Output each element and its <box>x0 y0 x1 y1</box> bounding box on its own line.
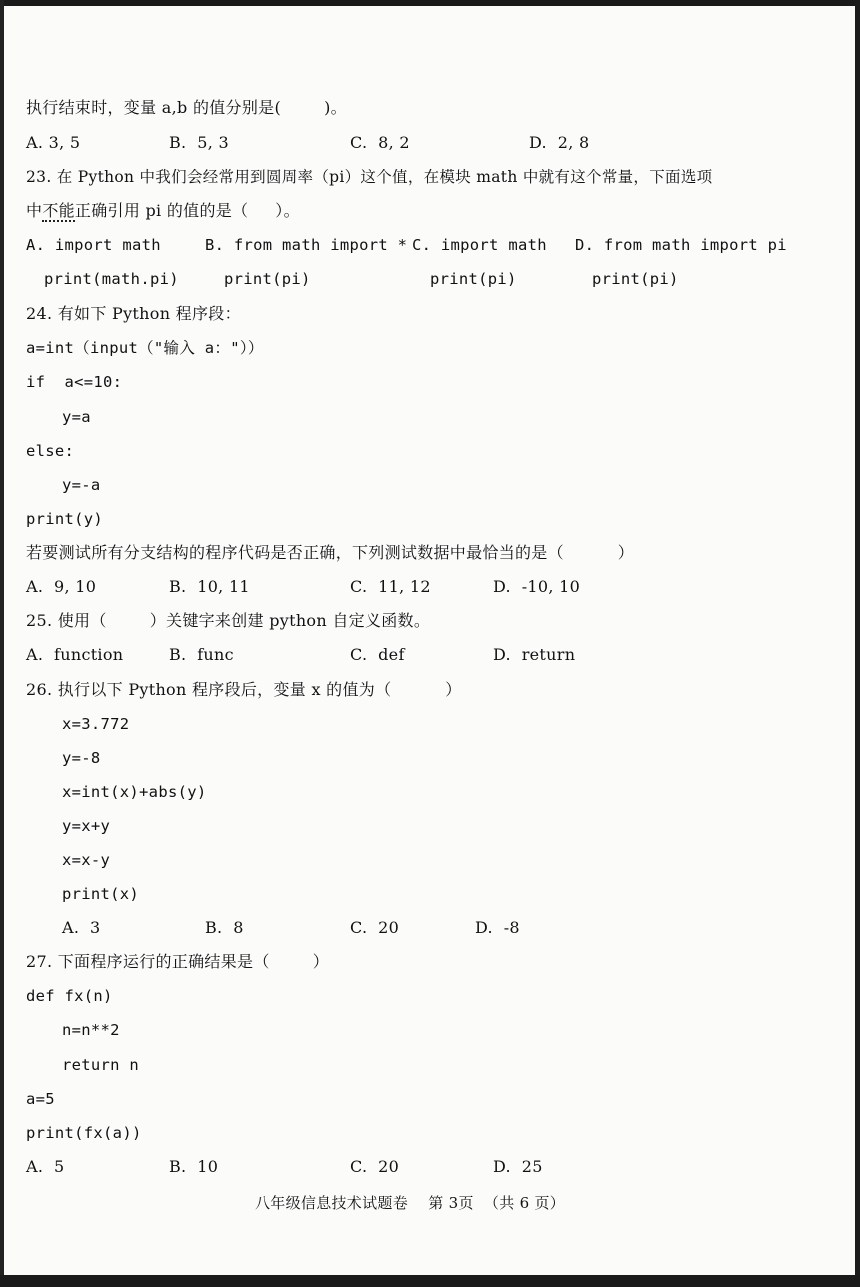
q25-title: 25. 使用（ ）关键字来创建 python 自定义函数。 <box>26 611 431 630</box>
q25-option-c: C. def <box>350 645 405 664</box>
q26-option-a: A. 3 <box>62 918 101 937</box>
q27-code-line5: print(fx(a)) <box>26 1124 142 1142</box>
q23-option-a-line1: A. import math <box>26 236 161 254</box>
q24-title: 24. 有如下 Python 程序段： <box>26 304 241 323</box>
page-footer: 八年级信息技术试题卷 第 3页 （共 6 页） <box>255 1194 566 1212</box>
q25-option-d: D. return <box>493 645 576 664</box>
q27-code-line1: def fx(n) <box>26 987 113 1005</box>
q23-option-b-line2: print(pi) <box>224 270 311 288</box>
q24-code-line3: y=a <box>62 408 91 426</box>
q27-code-line3: return n <box>62 1056 140 1074</box>
q27-code-line4: a=5 <box>26 1090 55 1108</box>
q24-code-line6: print(y) <box>26 510 104 528</box>
q26-code-line2: y=-8 <box>62 749 101 767</box>
q26-option-d: D. -8 <box>475 918 520 937</box>
q27-code-line2: n=n**2 <box>62 1021 120 1039</box>
q27-option-c: C. 20 <box>350 1157 400 1176</box>
q24-option-a: A. 9, 10 <box>26 577 97 596</box>
scan-border-top <box>0 0 860 6</box>
q24-option-d: D. -10, 10 <box>493 577 581 596</box>
q26-option-b: B. 8 <box>205 918 244 937</box>
q23-stem-pre: 中 <box>26 201 43 220</box>
q23-emphasis-not: 不能 <box>42 201 75 220</box>
q22-option-c: C. 8, 2 <box>350 133 410 152</box>
q27-title: 27. 下面程序运行的正确结果是（ ） <box>26 952 330 971</box>
q23-option-d-line2: print(pi) <box>592 270 679 288</box>
q23-stem-line1: 23. 在 Python 中我们会经常用到圆周率（pi）这个值，在模块 math 中就有这个常量，下面选项 <box>26 168 713 186</box>
q22-option-d: D. 2, 8 <box>529 133 590 152</box>
q25-option-a: A. function <box>26 645 124 664</box>
q27-option-d: D. 25 <box>493 1157 543 1176</box>
q24-code-line4: else: <box>26 442 75 460</box>
q22-option-a: A. 3, 5 <box>26 133 81 152</box>
q27-option-a: A. 5 <box>26 1157 65 1176</box>
q26-code-line1: x=3.772 <box>62 715 130 733</box>
q26-option-c: C. 20 <box>350 918 400 937</box>
q25-option-b: B. func <box>169 645 234 664</box>
q23-stem-line2 <box>26 201 300 221</box>
q26-code-line5: x=x-y <box>62 851 111 869</box>
q23-option-c-line1: C. import math <box>412 236 547 254</box>
q23-option-a-line2: print(math.pi) <box>44 270 179 288</box>
q26-code-line3: x=int(x)+abs(y) <box>62 783 207 801</box>
q24-option-c: C. 11, 12 <box>350 577 431 596</box>
q24-code-line2: if a<=10: <box>26 373 123 391</box>
q26-code-line4: y=x+y <box>62 817 111 835</box>
q24-code-line5: y=-a <box>62 476 101 494</box>
scan-border-left <box>0 0 4 1287</box>
scan-border-bottom <box>0 1275 860 1287</box>
q23-option-d-line1: D. from math import pi <box>575 236 787 254</box>
q24-question: 若要测试所有分支结构的程序代码是否正确，下列测试数据中最恰当的是（ ） <box>26 543 635 562</box>
q23-option-c-line2: print(pi) <box>430 270 517 288</box>
scan-border-right <box>855 0 860 1287</box>
q23-option-b-line1: B. from math import * <box>205 236 408 254</box>
q26-code-line6: print(x) <box>62 885 140 903</box>
q26-title: 26. 执行以下 Python 程序段后，变量 x 的值为（ ） <box>26 680 462 699</box>
q22-option-b: B. 5, 3 <box>169 133 229 152</box>
q22-stem-end: 执行结束时，变量 a,b 的值分别是( )。 <box>26 98 347 117</box>
q27-option-b: B. 10 <box>169 1157 219 1176</box>
q24-code-line1: a=int（input（"输入 a："）） <box>26 339 264 357</box>
q24-option-b: B. 10, 11 <box>169 577 250 596</box>
q23-stem-post: 正确引用 pi 的值的是（ ）。 <box>74 201 300 220</box>
